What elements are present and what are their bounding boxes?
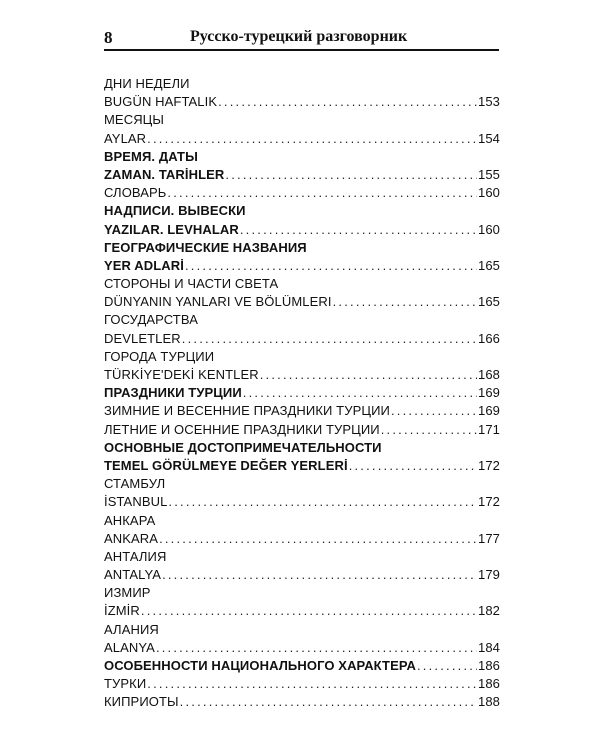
toc-entry-text: АНТАЛИЯ [104,548,167,564]
toc-entry-text: ALANYA [104,639,155,655]
toc-entry-text: ОСОБЕННОСТИ НАЦИОНАЛЬНОГО ХАРАКТЕРА [104,658,416,673]
toc-entry-page-number: 169 [478,403,500,419]
dot-leader [147,130,477,148]
toc-entry-text: İSTANBUL [104,494,168,510]
toc-entry-text: DEVLETLER [104,330,181,346]
toc-entry-page-number: 182 [478,603,500,619]
toc-entry-text: ГОРОДА ТУРЦИИ [104,348,215,364]
toc-entry-text: BUGÜN HAFTALIK [104,94,218,110]
toc-entry-page-number: 184 [478,639,500,655]
toc-entry [104,602,500,620]
toc-entry-text: ПРАЗДНИКИ ТУРЦИИ [104,385,242,401]
toc-entry-page-number: 153 [478,94,500,110]
toc-entry-text: АНКАРА [104,512,156,528]
toc-entry [104,384,500,402]
toc-entry-text: AYLAR [104,130,147,146]
toc-entry [104,293,500,311]
toc-entry-text: ВРЕМЯ. ДАТЫ [104,148,198,164]
dot-leader [168,493,477,511]
toc-entry [104,621,500,639]
toc-entry [104,148,500,166]
toc-entry [104,693,500,711]
toc-entry-text: ZAMAN. TARİHLER [104,166,225,182]
toc-entry-text: YER ADLARİ [104,257,184,273]
toc-entry-text: ДНИ НЕДЕЛИ [104,76,190,91]
toc-entry [104,566,500,584]
toc-entry [104,548,500,566]
toc-entry-page-number: 168 [478,367,500,382]
dot-leader [156,639,477,657]
toc-entry-page-number: 165 [478,257,500,273]
dot-leader [381,421,477,439]
toc-entry [104,184,500,202]
dot-leader [333,293,477,311]
toc-entry-text: DÜNYANIN YANLARI VE BÖLÜMLERI [104,294,332,310]
toc-entry-text: TÜRKİYE'DEKİ KENTLER [104,367,259,382]
toc-entry [104,130,500,148]
toc-entry-text: НАДПИСИ. ВЫВЕСКИ [104,203,246,219]
dot-leader [141,602,477,620]
dot-leader [159,530,477,548]
toc-entry [104,675,500,693]
header-rule [104,49,499,51]
toc-entry [104,75,500,93]
dot-leader [243,384,477,402]
toc-entry [104,512,500,530]
toc-entry [104,275,500,293]
toc-entry [104,330,500,348]
toc-entry-page-number: 172 [478,494,500,510]
dot-leader [162,566,477,584]
toc-entry [104,457,500,475]
dot-leader [180,693,477,711]
toc-entry-text: ИЗМИР [104,585,151,601]
toc-entry [104,475,500,493]
toc-entry [104,311,500,329]
toc-entry [104,439,500,457]
toc-entry-page-number: 179 [478,567,500,583]
toc-entry-text: МЕСЯЦЫ [104,112,165,128]
toc-entry [104,239,500,257]
running-title: Русско-турецкий разговорник [190,28,408,45]
toc-entry-text: ЛЕТНИЕ И ОСЕННИЕ ПРАЗДНИКИ ТУРЦИИ [104,421,380,437]
toc-entry-page-number: 155 [478,166,500,182]
toc-entry-page-number: 160 [478,185,500,201]
toc-entry-page-number: 171 [478,421,500,437]
dot-leader [225,166,477,184]
toc-entry [104,421,500,439]
toc-entry-text: TEMEL GÖRÜLMEYE DEĞER YERLERİ [104,457,348,473]
toc-entry-text: СЛОВАРЬ [104,185,167,201]
dot-leader [218,93,477,111]
toc-entry [104,348,500,366]
toc-entry-page-number: 166 [478,330,500,346]
page-number: 8 [104,28,113,47]
toc-entry-text: КИПРИОТЫ [104,694,179,710]
toc-entry-page-number: 177 [478,530,500,546]
dot-leader [240,221,477,239]
toc-entry [104,166,500,184]
toc-entry-text: ANKARA [104,530,159,546]
toc-entry-text: ОСНОВНЫЕ ДОСТОПРИМЕЧАТЕЛЬНОСТИ [104,439,382,455]
dot-leader [391,402,477,420]
dot-leader [147,675,477,693]
dot-leader [167,184,477,202]
toc-entry [104,530,500,548]
toc-entry [104,202,500,220]
toc-entry-text: YAZILAR. LEVHALAR [104,221,239,237]
toc-entry-text: ANTALYA [104,567,162,583]
toc-entry-text: АЛАНИЯ [104,621,159,637]
toc-entry-page-number: 186 [478,658,500,673]
dot-leader [417,657,477,675]
toc-entry [104,639,500,657]
toc-entry [104,257,500,275]
toc-entry-text: İZMİR [104,603,140,619]
toc-entry-page-number: 169 [478,385,500,401]
dot-leader [260,366,477,384]
toc-entry [104,111,500,129]
dot-leader [185,257,477,275]
toc-entry-text: ГОСУДАРСТВА [104,312,198,328]
toc-entry-page-number: 160 [478,221,500,237]
toc-entry-page-number: 188 [478,694,500,710]
toc-entry [104,657,500,675]
toc-entry-page-number: 165 [478,294,500,310]
toc-entry-text: СТАМБУЛ [104,476,166,492]
toc-entry-text: ГЕОГРАФИЧЕСКИЕ НАЗВАНИЯ [104,239,307,255]
toc-entry-page-number: 186 [478,676,500,692]
toc-entry [104,402,500,420]
dot-leader [349,457,477,475]
toc-entry-page-number: 154 [478,130,500,146]
toc-entry-page-number: 172 [478,457,500,473]
toc-entry [104,366,500,384]
toc-entry-text: ЗИМНИЕ И ВЕСЕННИЕ ПРАЗДНИКИ ТУРЦИИ [104,403,390,419]
toc-entry [104,584,500,602]
toc-entry [104,493,500,511]
table-of-contents [104,75,500,712]
toc-entry-text: ТУРКИ [104,676,147,692]
toc-entry [104,221,500,239]
toc-entry-text: СТОРОНЫ И ЧАСТИ СВЕТА [104,276,279,292]
toc-entry [104,93,500,111]
dot-leader [182,330,477,348]
